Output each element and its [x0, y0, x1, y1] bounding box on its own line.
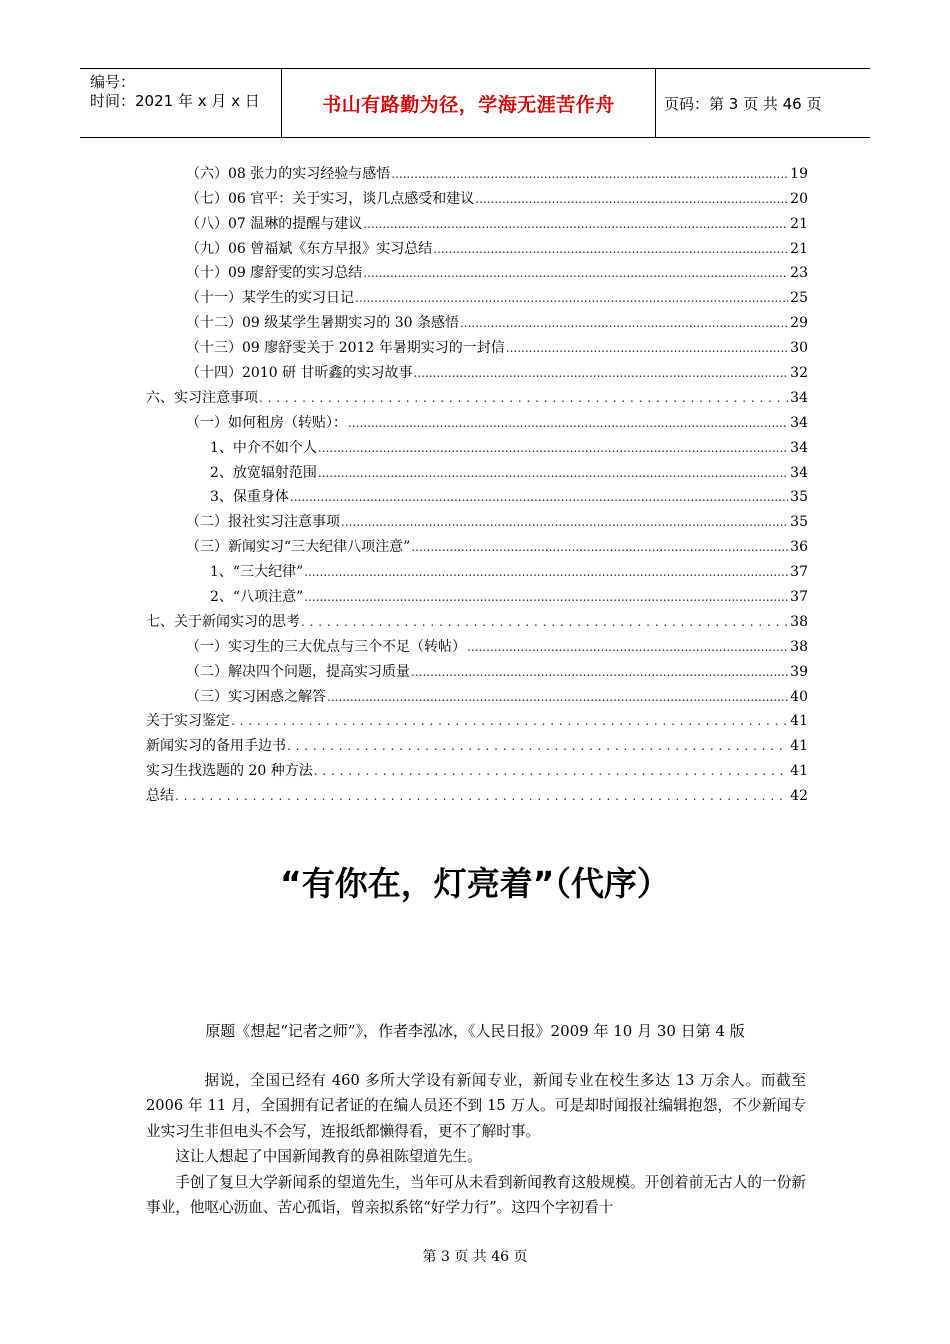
toc-leader-dots [175, 787, 788, 805]
toc-entry-title: （七）06 官平：关于实习，谈几点感受和建议 [186, 190, 475, 207]
toc-entry[interactable] [146, 282, 808, 307]
toc-entry-title: 总结 [146, 788, 174, 805]
doc-time-label: 时间：2021 年 x 月 x 日 [90, 92, 260, 110]
toc-leader-dots [318, 464, 788, 482]
toc-leader-dots [341, 513, 788, 531]
article-paragraph: 这让人想起了中国新闻教育的鼻祖陈望道先生。 [175, 1148, 482, 1166]
toc-entry-page: 21 [790, 240, 808, 257]
toc-leader-dots [318, 439, 788, 457]
toc-entry-page: 29 [790, 315, 808, 332]
toc-entry-title: （二）报社实习注意事项 [186, 514, 340, 531]
toc-entry[interactable] [146, 556, 808, 581]
toc-entry-page: 21 [790, 215, 808, 232]
toc-leader-dots [414, 364, 789, 382]
toc-entry-page: 39 [790, 663, 808, 680]
toc-leader-dots [475, 190, 788, 208]
toc-entry-page: 41 [790, 738, 808, 755]
toc-entry-page: 40 [790, 688, 808, 705]
toc-entry-page: 36 [790, 539, 808, 556]
toc-entry[interactable] [146, 258, 808, 283]
header-meta [80, 69, 282, 137]
toc-entry-title: （十三）09 廖舒雯关于 2012 年暑期实习的一封信 [186, 340, 505, 357]
toc-entry-title: （九）06 曾福斌《东方早报》实习总结 [186, 240, 433, 257]
toc-entry[interactable] [146, 432, 808, 457]
toc-entry-page: 20 [790, 190, 808, 207]
toc-entry-page: 37 [790, 564, 808, 581]
toc-entry-title: 六、实习注意事项 [146, 389, 258, 406]
toc-entry-page: 32 [790, 365, 808, 382]
toc-entry-title: （三）实习困惑之解答 [186, 688, 326, 705]
toc-entry-title: 新闻实习的备用手边书 [146, 738, 286, 755]
toc-entry-title: （十）09 廖舒雯的实习总结 [186, 265, 363, 282]
toc-entry-page: 25 [790, 290, 808, 307]
toc-entry[interactable] [146, 158, 808, 183]
toc-leader-dots [467, 638, 788, 656]
toc-entry-page: 37 [790, 589, 808, 606]
toc-entry[interactable] [146, 332, 808, 357]
table-of-contents [146, 158, 808, 805]
toc-entry[interactable] [146, 183, 808, 208]
toc-entry[interactable] [146, 606, 808, 631]
toc-entry-title: （三）新闻实习“三大纪律八项注意” [186, 539, 411, 556]
toc-entry[interactable] [146, 706, 808, 731]
toc-entry-page: 30 [790, 340, 808, 357]
toc-entry-title: （六）08 张力的实习经验与感悟 [186, 165, 391, 182]
toc-leader-dots [231, 712, 788, 730]
toc-entry-page: 38 [790, 638, 808, 655]
toc-entry-title: （二）解决四个问题，提高实习质量 [186, 663, 410, 680]
toc-entry-title: 关于实习鉴定 [146, 713, 230, 730]
toc-leader-dots [460, 314, 788, 332]
toc-entry-title: 1、中介不如个人 [210, 439, 317, 456]
article-body [146, 1068, 806, 1220]
toc-entry-title: 1、“三大纪律” [210, 564, 304, 581]
toc-entry-page: 35 [790, 489, 808, 506]
toc-leader-dots [314, 762, 788, 780]
toc-entry-page: 41 [790, 713, 808, 730]
toc-entry-title: 七、关于新闻实习的思考 [146, 613, 300, 630]
toc-leader-dots [301, 613, 788, 631]
toc-leader-dots [259, 389, 788, 407]
toc-leader-dots [411, 538, 788, 556]
toc-entry[interactable] [146, 730, 808, 755]
toc-leader-dots [304, 588, 788, 606]
toc-entry[interactable] [146, 357, 808, 382]
toc-entry[interactable] [146, 208, 808, 233]
toc-entry-page: 42 [790, 788, 808, 805]
toc-entry[interactable] [146, 780, 808, 805]
toc-entry-title: （一）实习生的三大优点与三个不足（转帖） [186, 638, 466, 655]
toc-entry-title: 2、“八项注意” [210, 589, 304, 606]
toc-entry[interactable] [146, 233, 808, 258]
toc-entry-page: 34 [790, 414, 808, 431]
toc-entry-page: 38 [790, 613, 808, 630]
toc-entry[interactable] [146, 531, 808, 556]
toc-entry-page: 19 [790, 165, 808, 182]
toc-leader-dots [304, 563, 788, 581]
toc-entry[interactable] [146, 407, 808, 432]
toc-entry[interactable] [146, 307, 808, 332]
toc-entry[interactable] [146, 457, 808, 482]
toc-entry[interactable] [146, 631, 808, 656]
article-title: “有你在，灯亮着”（代序） [280, 864, 670, 903]
toc-leader-dots [327, 688, 788, 706]
article-paragraph: 据说，全国已经有 460 多所大学设有新闻专业，新闻专业在校生多达 13 万余人。而截至 2006 年 11 月，全国拥有记者证的在编人员还不到 15 万人。可是却时闻报社编辑抱怨，不少新闻专业实习生非但电头不会写，连报纸都懒得看，更不了解时事。 [146, 1072, 806, 1140]
toc-entry[interactable] [146, 506, 808, 531]
toc-entry-title: 实习生找选题的 20 种方法 [146, 763, 313, 780]
toc-leader-dots [506, 339, 788, 357]
toc-entry[interactable] [146, 656, 808, 681]
header-page-info: 页码：第 3 页 共 46 页 [664, 94, 822, 113]
toc-entry-title: 3、保重身体 [210, 489, 289, 506]
toc-leader-dots [290, 488, 788, 506]
toc-entry[interactable] [146, 755, 808, 780]
page-header [80, 68, 870, 138]
toc-entry-title: 2、放宽辐射范围 [210, 464, 317, 481]
toc-entry-title: （一）如何租房（转贴）： [186, 414, 347, 431]
article-paragraph: 手创了复旦大学新闻系的望道先生，当年可从未看到新闻教育这般规模。开创着前无古人的一份新事业，他呕心沥血、苦心孤诣，曾亲拟系铭“好学力行”。这四个字初看十 [146, 1173, 806, 1217]
toc-entry[interactable] [146, 681, 808, 706]
toc-entry-title: （十一）某学生的实习日记 [186, 290, 354, 307]
toc-leader-dots [363, 264, 788, 282]
toc-entry-title: （八）07 温琳的提醒与建议 [186, 215, 363, 232]
toc-entry-page: 34 [790, 439, 808, 456]
toc-entry-page: 35 [790, 514, 808, 531]
toc-leader-dots [411, 663, 788, 681]
header-motto: 书山有路勤为径，学海无涯苦作舟 [282, 69, 656, 137]
toc-entry-title: （十四）2010 研 甘昕鑫的实习故事 [186, 365, 413, 382]
toc-leader-dots [363, 215, 788, 233]
toc-entry[interactable] [146, 382, 808, 407]
toc-entry-page: 34 [790, 464, 808, 481]
toc-leader-dots [348, 414, 788, 432]
toc-entry-page: 34 [790, 389, 808, 406]
toc-entry-page: 41 [790, 763, 808, 780]
page-footer: 第 3 页 共 46 页 [422, 1249, 528, 1265]
toc-leader-dots [433, 240, 788, 258]
toc-leader-dots [355, 289, 788, 307]
toc-entry[interactable] [146, 581, 808, 606]
toc-entry-title: （十二）09 级某学生暑期实习的 30 条感悟 [186, 315, 459, 332]
toc-leader-dots [391, 165, 788, 183]
doc-number-label: 编号： [90, 73, 136, 91]
toc-entry-page: 23 [790, 265, 808, 282]
article-source: 原题《想起“记者之师”》，作者李泓冰，《人民日报》2009 年 10 月 30 日第 4 版 [205, 1022, 745, 1040]
toc-entry[interactable] [146, 482, 808, 507]
toc-leader-dots [287, 737, 788, 755]
